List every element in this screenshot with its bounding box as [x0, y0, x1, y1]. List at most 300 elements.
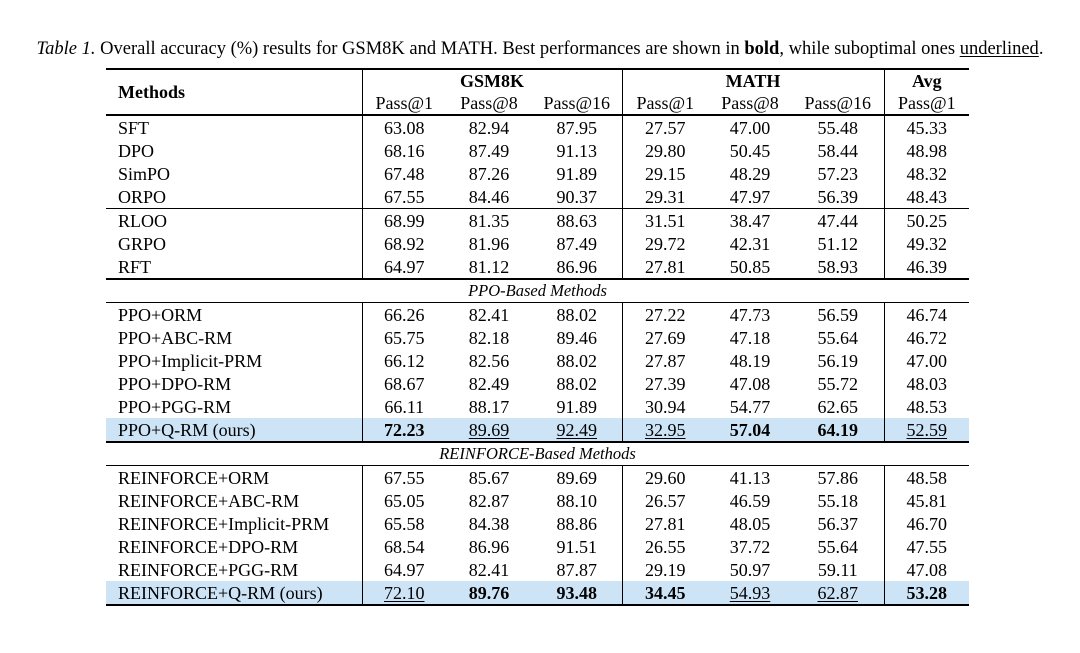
value-cell	[622, 255, 708, 279]
value-cell	[792, 418, 884, 442]
value-cell	[532, 466, 622, 490]
value-cell	[884, 581, 969, 605]
value-cell	[362, 512, 446, 535]
value: 27.69	[645, 327, 686, 348]
table-row	[106, 372, 969, 395]
value-cell	[792, 115, 884, 139]
method-name: PPO+ABC-RM	[118, 327, 233, 348]
value-cell	[708, 466, 792, 490]
value: 47.55	[906, 536, 948, 557]
value: 65.75	[384, 327, 425, 348]
value: 54.77	[729, 396, 771, 417]
value-cell	[622, 326, 708, 349]
table-row	[106, 535, 969, 558]
value: 47.18	[729, 327, 771, 348]
value: 66.12	[384, 350, 425, 371]
value-cell	[446, 372, 532, 395]
method-name: SimPO	[118, 163, 171, 184]
value-cell	[792, 581, 884, 605]
value-cell	[792, 209, 884, 233]
value-cell	[792, 489, 884, 512]
value-cell	[884, 115, 969, 139]
value-cell	[532, 303, 622, 327]
value: 68.16	[384, 140, 425, 161]
value-cell	[792, 139, 884, 162]
value: 48.19	[729, 350, 771, 371]
value: 87.49	[556, 233, 597, 254]
value-cell	[708, 232, 792, 255]
method-name: RFT	[118, 256, 152, 277]
value: 87.95	[556, 117, 597, 138]
value: 55.72	[817, 373, 859, 394]
value: 89.46	[556, 327, 597, 348]
table-row	[106, 209, 969, 233]
best-value: 64.19	[817, 419, 859, 440]
best-value: 34.45	[645, 582, 686, 603]
value-cell	[884, 535, 969, 558]
value: 56.39	[817, 186, 859, 207]
value: 90.37	[556, 186, 597, 207]
method-name: PPO+DPO-RM	[118, 373, 232, 394]
value-cell	[446, 326, 532, 349]
second-best-value: 54.93	[729, 582, 771, 603]
value: 87.49	[468, 140, 510, 161]
value-cell	[708, 139, 792, 162]
value: 84.46	[468, 186, 510, 207]
section-title: REINFORCE-Based Methods	[106, 442, 969, 466]
value-cell	[362, 326, 446, 349]
value-cell	[362, 489, 446, 512]
value: 30.94	[645, 396, 686, 417]
value: 88.02	[556, 373, 597, 394]
value: 55.18	[817, 490, 859, 511]
value-cell	[532, 535, 622, 558]
subheader-cell: Pass@1	[362, 92, 446, 115]
value: 27.22	[645, 304, 686, 325]
value: 50.25	[906, 210, 948, 231]
method-name: SFT	[106, 115, 362, 139]
value: 27.87	[645, 350, 686, 371]
value: 88.02	[556, 304, 597, 325]
value-cell	[446, 209, 532, 233]
table-row	[106, 255, 969, 279]
value: 49.32	[906, 233, 948, 254]
value-cell	[532, 232, 622, 255]
value: 26.55	[645, 536, 686, 557]
value-cell	[708, 512, 792, 535]
value-cell	[362, 581, 446, 605]
value: 86.96	[556, 256, 597, 277]
value: 82.87	[468, 490, 510, 511]
value-cell	[446, 139, 532, 162]
value: 48.05	[729, 513, 771, 534]
subheader-cell: Pass@8	[721, 93, 779, 113]
value: 48.98	[906, 140, 948, 161]
value-cell	[884, 209, 969, 233]
value-cell	[362, 395, 446, 418]
table-row	[106, 512, 969, 535]
header-row-groups	[106, 69, 969, 92]
value: 38.47	[729, 210, 771, 231]
value: 48.32	[906, 163, 948, 184]
value-cell	[622, 535, 708, 558]
value: 68.54	[384, 536, 425, 557]
value-cell	[622, 209, 708, 233]
table-row	[106, 162, 969, 185]
table-row	[106, 185, 969, 209]
value: 82.49	[468, 373, 510, 394]
method-name: PPO+Q-RM (ours)	[106, 418, 362, 442]
value: 82.41	[468, 559, 510, 580]
value: 62.65	[817, 396, 859, 417]
value-cell	[884, 303, 969, 327]
second-best-value: 52.59	[906, 419, 948, 440]
value: 55.48	[817, 117, 859, 138]
value-cell	[362, 209, 446, 233]
value-cell	[708, 115, 792, 139]
value: 55.64	[817, 536, 859, 557]
value-cell	[708, 418, 792, 442]
value-cell	[792, 512, 884, 535]
table-row	[106, 232, 969, 255]
value-cell	[622, 372, 708, 395]
second-best-value: 62.87	[817, 582, 859, 603]
value-cell	[622, 418, 708, 442]
method-name: ORPO	[118, 186, 167, 207]
value-cell	[792, 303, 884, 327]
value: 47.44	[817, 210, 859, 231]
value-cell	[884, 185, 969, 209]
value: 84.38	[468, 513, 510, 534]
value-cell	[362, 162, 446, 185]
caption-bold-word: bold	[744, 39, 780, 59]
value-cell	[446, 466, 532, 490]
value: 68.99	[384, 210, 425, 231]
value: 87.87	[556, 559, 597, 580]
value-cell	[792, 349, 884, 372]
value-cell	[446, 418, 532, 442]
value-cell	[446, 185, 532, 209]
caption-text: Overall accuracy (%) results for GSM8K and MATH. Best performances are shown in	[95, 39, 745, 59]
value: 88.17	[468, 396, 510, 417]
value: 81.12	[468, 256, 510, 277]
value-cell	[622, 489, 708, 512]
value: 46.70	[906, 513, 948, 534]
best-value: 72.23	[384, 419, 425, 440]
value: 46.39	[906, 256, 948, 277]
value: 58.44	[817, 140, 859, 161]
group-header-avg: Avg	[884, 69, 969, 92]
value: 82.94	[468, 117, 510, 138]
value-cell	[362, 185, 446, 209]
value: 48.53	[906, 396, 948, 417]
value-cell	[446, 255, 532, 279]
table-row	[106, 115, 969, 139]
value: 51.12	[817, 233, 859, 254]
value: 29.19	[645, 559, 686, 580]
value: 66.26	[384, 304, 425, 325]
value-cell	[362, 418, 446, 442]
table-row	[106, 489, 969, 512]
value-cell	[446, 162, 532, 185]
table-caption	[0, 38, 1080, 60]
value: 46.59	[729, 490, 771, 511]
value-cell	[446, 512, 532, 535]
value: 47.08	[729, 373, 771, 394]
value: 42.31	[729, 233, 771, 254]
value-cell	[622, 581, 708, 605]
method-name: PPO+PGG-RM	[118, 396, 232, 417]
group-header-math: MATH	[622, 69, 884, 92]
value: 88.10	[556, 490, 597, 511]
value: 29.72	[645, 233, 686, 254]
value-cell	[708, 185, 792, 209]
value-cell	[532, 512, 622, 535]
value: 56.19	[817, 350, 859, 371]
value-cell	[622, 139, 708, 162]
second-best-value: 72.10	[384, 582, 425, 603]
value: 47.97	[729, 186, 771, 207]
value-cell	[362, 232, 446, 255]
table-row	[106, 326, 969, 349]
value-cell	[708, 372, 792, 395]
caption-text-middle: , while suboptimal ones	[779, 39, 960, 59]
value: 88.63	[556, 210, 597, 231]
value: 31.51	[645, 210, 686, 231]
value-cell	[708, 558, 792, 581]
method-name: PPO+Implicit-PRM	[118, 350, 263, 371]
value: 67.48	[384, 163, 425, 184]
method-name: REINFORCE+PGG-RM	[118, 559, 299, 580]
value-cell	[532, 139, 622, 162]
value: 50.97	[729, 559, 771, 580]
value-cell	[884, 139, 969, 162]
method-name: REINFORCE+Implicit-PRM	[118, 513, 330, 534]
value-cell	[884, 162, 969, 185]
table-row	[106, 349, 969, 372]
method-name: RLOO	[106, 209, 362, 233]
value-cell	[622, 185, 708, 209]
value-cell	[792, 535, 884, 558]
value: 47.00	[906, 350, 948, 371]
value: 41.13	[729, 467, 771, 488]
value: 65.05	[384, 490, 425, 511]
value-cell	[532, 162, 622, 185]
value-cell	[884, 512, 969, 535]
value: 91.89	[556, 163, 597, 184]
value: 88.86	[556, 513, 597, 534]
value: 88.02	[556, 350, 597, 371]
value-cell	[884, 349, 969, 372]
value: 87.26	[468, 163, 510, 184]
best-value: 53.28	[906, 582, 948, 603]
value-cell	[884, 372, 969, 395]
value-cell	[884, 395, 969, 418]
value-cell	[532, 418, 622, 442]
value-cell	[792, 326, 884, 349]
value-cell	[446, 535, 532, 558]
value: 45.81	[906, 490, 948, 511]
value-cell	[622, 115, 708, 139]
value-cell	[708, 162, 792, 185]
value-cell	[532, 115, 622, 139]
value: 27.81	[645, 256, 686, 277]
value: 56.37	[817, 513, 859, 534]
value-cell	[446, 395, 532, 418]
value: 59.11	[817, 559, 858, 580]
value: 48.43	[906, 186, 948, 207]
method-name: PPO+ORM	[106, 303, 362, 327]
method-name: REINFORCE+ORM	[106, 466, 362, 490]
table-row	[106, 303, 969, 327]
section-title: PPO-Based Methods	[106, 279, 969, 303]
value: 91.13	[556, 140, 597, 161]
value-cell	[884, 558, 969, 581]
value: 67.55	[384, 186, 425, 207]
value-cell	[446, 581, 532, 605]
value-cell	[362, 303, 446, 327]
section-row	[106, 279, 969, 303]
value-cell	[532, 326, 622, 349]
value: 27.81	[645, 513, 686, 534]
value-cell	[622, 349, 708, 372]
value: 57.86	[817, 467, 859, 488]
value-cell	[362, 255, 446, 279]
value: 66.11	[384, 396, 425, 417]
table-row-ours	[106, 581, 969, 605]
value-cell	[792, 162, 884, 185]
value-cell	[884, 418, 969, 442]
value-cell	[532, 489, 622, 512]
value-cell	[532, 209, 622, 233]
second-best-value: 32.95	[645, 419, 686, 440]
value-cell	[622, 558, 708, 581]
value: 57.23	[817, 163, 859, 184]
value-cell	[792, 558, 884, 581]
value-cell	[622, 395, 708, 418]
value: 56.59	[817, 304, 859, 325]
table-row-ours	[106, 418, 969, 442]
value-cell	[708, 489, 792, 512]
value: 65.58	[384, 513, 425, 534]
value-cell	[792, 185, 884, 209]
value: 47.00	[729, 117, 771, 138]
value-cell	[708, 349, 792, 372]
table-row	[106, 558, 969, 581]
results-table	[106, 68, 969, 606]
value: 29.60	[645, 467, 686, 488]
value: 50.45	[729, 140, 771, 161]
caption-underline-word: underlined	[959, 39, 1039, 59]
value-cell	[884, 232, 969, 255]
value: 29.15	[645, 163, 686, 184]
value: 48.29	[729, 163, 771, 184]
value: 85.67	[468, 467, 510, 488]
value: 47.73	[729, 304, 771, 325]
value: 82.18	[468, 327, 510, 348]
value: 37.72	[729, 536, 771, 557]
value-cell	[792, 232, 884, 255]
value: 89.69	[556, 467, 597, 488]
value-cell	[532, 558, 622, 581]
value-cell	[884, 466, 969, 490]
value-cell	[884, 489, 969, 512]
value: 46.72	[906, 327, 948, 348]
value-cell	[708, 255, 792, 279]
value: 29.31	[645, 186, 686, 207]
value-cell	[792, 395, 884, 418]
value-cell	[446, 232, 532, 255]
value: 50.85	[729, 256, 771, 277]
table-row	[106, 466, 969, 490]
value-cell	[622, 232, 708, 255]
table-row	[106, 139, 969, 162]
value-cell	[708, 209, 792, 233]
value: 48.58	[906, 467, 948, 488]
value-cell	[792, 372, 884, 395]
value: 91.89	[556, 396, 597, 417]
subheader-cell: Pass@1	[622, 92, 708, 115]
value: 64.97	[384, 559, 425, 580]
table-body	[106, 115, 969, 605]
value: 82.56	[468, 350, 510, 371]
value-cell	[362, 535, 446, 558]
best-value: 89.76	[468, 582, 510, 603]
value: 91.51	[556, 536, 597, 557]
subheader-cell: Pass@16	[543, 93, 611, 113]
value-cell	[446, 115, 532, 139]
group-header-gsm8k: GSM8K	[362, 69, 622, 92]
value-cell	[708, 303, 792, 327]
subheader-cell: Pass@16	[804, 93, 872, 113]
value-cell	[446, 489, 532, 512]
value-cell	[884, 255, 969, 279]
value: 29.80	[645, 140, 686, 161]
value: 55.64	[817, 327, 859, 348]
value-cell	[622, 162, 708, 185]
value-cell	[446, 558, 532, 581]
value: 27.57	[645, 117, 686, 138]
value: 45.33	[906, 117, 948, 138]
value-cell	[532, 372, 622, 395]
method-name: DPO	[118, 140, 155, 161]
value-cell	[446, 303, 532, 327]
value: 67.55	[384, 467, 425, 488]
method-name: GRPO	[118, 233, 167, 254]
value: 58.93	[817, 256, 859, 277]
value: 48.03	[906, 373, 948, 394]
method-name: REINFORCE+DPO-RM	[118, 536, 299, 557]
value-cell	[532, 255, 622, 279]
value: 26.57	[645, 490, 686, 511]
value-cell	[446, 349, 532, 372]
subheader-cell: Pass@8	[460, 93, 518, 113]
value: 47.08	[906, 559, 948, 580]
value-cell	[792, 466, 884, 490]
value: 64.97	[384, 256, 425, 277]
value-cell	[792, 255, 884, 279]
value-cell	[362, 139, 446, 162]
value-cell	[362, 466, 446, 490]
value-cell	[362, 349, 446, 372]
methods-header: Methods	[106, 69, 362, 115]
method-name: REINFORCE+ABC-RM	[118, 490, 300, 511]
value-cell	[622, 303, 708, 327]
value: 82.41	[468, 304, 510, 325]
value-cell	[708, 395, 792, 418]
second-best-value: 92.49	[556, 419, 597, 440]
value: 27.39	[645, 373, 686, 394]
